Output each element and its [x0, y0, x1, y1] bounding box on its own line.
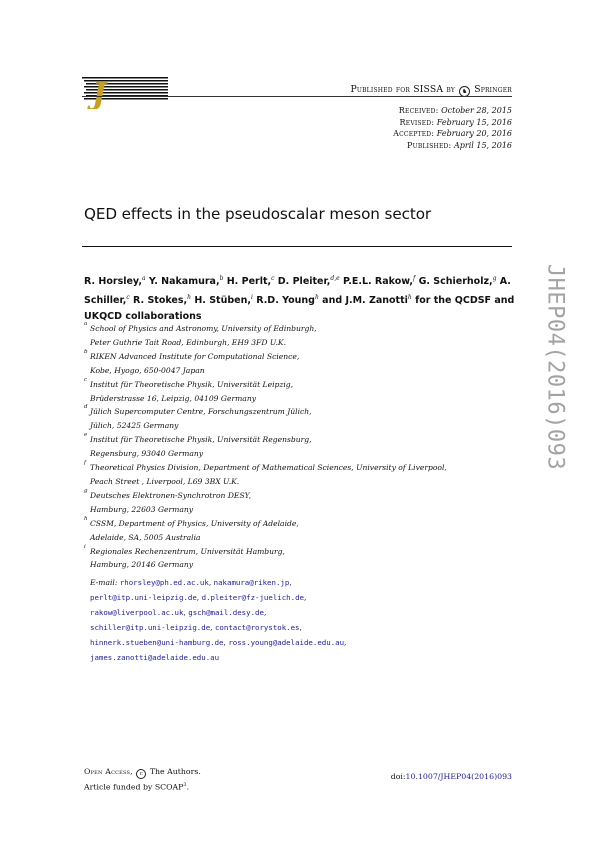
- email-link[interactable]: ross.young@adelaide.edu.au: [228, 638, 345, 647]
- collaboration: for the QCDSF and UKQCD collaborations: [84, 295, 515, 323]
- date-published: Published: April 15, 2016: [407, 140, 512, 150]
- affiliation-d: d Jülich Supercomputer Centre, Forschungszentrum Jülich, Jülich, 52425 Germany: [84, 404, 312, 431]
- affiliation-list: [84, 322, 524, 572]
- springer-horse-icon: ♞: [459, 86, 470, 97]
- email-list: E-mail: rhorsley@ph.ed.ac.uk, nakamura@riken.jp, perlt@itp.uni-leipzig.de, d.pleiter@fz-juelich.de, rakow@liverpool.ac.uk, gsch@mail.desy.de, schiller@itp.uni-leipzig.de, contact@rorystok.es, hinnerk.stueben@uni-hamburg.de, ross.young@adelaide.edu.au, james.zanotti@adelaide.edu.au: [90, 578, 347, 662]
- affiliation-f: f Theoretical Physics Division, Department of Mathematical Sciences, University of Liverpool, Peach Street , Liverpool, L69 3BX U.K.: [84, 460, 447, 486]
- author: Y. Nakamura,$^b$: [148, 275, 224, 288]
- affiliation-a: a School of Physics and Astronomy, University of Edinburgh, Peter Guthrie Tait Road, Edinburgh, EH9 3FD U.K.: [84, 321, 317, 347]
- copyright-icon: c: [136, 769, 146, 779]
- author: G. Schierholz,$^g$: [418, 275, 497, 288]
- email-link[interactable]: rakow@liverpool.ac.uk: [90, 608, 184, 617]
- email-link[interactable]: schiller@itp.uni-leipzig.de: [90, 623, 211, 632]
- email-link[interactable]: d.pleiter@fz-juelich.de: [201, 593, 304, 602]
- author: D. Pleiter,$^{d,e}$: [277, 275, 340, 288]
- doi-line: [360, 772, 512, 781]
- author: R.D. Young$^h$: [256, 294, 319, 307]
- doi-prefix: doi:: [390, 772, 406, 781]
- published-for-text: Published for SISSA by: [350, 84, 455, 95]
- journal-reference-sidebar: [538, 222, 572, 512]
- affiliation-g: g Deutsches Elektronen-Synchrotron DESY, Hamburg, 22603 Germany: [84, 487, 252, 514]
- email-label: E-mail:: [90, 578, 118, 587]
- publication-dates: [300, 105, 512, 151]
- author: A. Schiller,$^c$: [84, 276, 511, 307]
- email-link[interactable]: james.zanotti@adelaide.edu.au: [90, 653, 220, 662]
- doi-link[interactable]: 10.1007/JHEP04(2016)093: [405, 772, 512, 781]
- affiliation-i: i Regionales Rechenzentrum, Universität Hamburg, Hamburg, 20146 Germany: [84, 543, 285, 570]
- funded-text: Article funded by SCOAP: [84, 782, 184, 792]
- footer-license: Open Access, c The Authors. Article funded by SCOAP$^3$.: [84, 767, 201, 792]
- svg-text:J: J: [92, 77, 107, 109]
- email-link[interactable]: contact@rorystok.es: [214, 623, 300, 632]
- author: P.E.L. Rakow,$^f$: [343, 275, 416, 288]
- paper-title: QED effects in the pseudoscalar meson sector: [84, 205, 432, 223]
- email-link[interactable]: perlt@itp.uni-leipzig.de: [90, 593, 197, 602]
- author: H. Perlt,$^c$: [226, 275, 275, 288]
- date-revised: Revised: February 15, 2016: [399, 117, 512, 127]
- sidebar-text: JHEP04(2016)093: [542, 263, 568, 471]
- email-link[interactable]: hinnerk.stueben@uni-hamburg.de: [90, 638, 224, 647]
- publisher-name: Springer: [474, 84, 512, 95]
- author: H. Stüben,$^i$: [194, 294, 253, 307]
- affiliation-e: e Institut für Theoretische Physik, Universität Regensburg, Regensburg, 93040 Germany: [84, 432, 312, 459]
- authors-copyright-text: The Authors.: [149, 767, 201, 776]
- author: and J.M. Zanotti$^h$: [322, 294, 412, 307]
- author: R. Stokes,$^h$: [133, 294, 192, 307]
- affiliation-b: b RIKEN Advanced Institute for Computational Science, Kobe, Hyogo, 650-0047 Japan: [84, 348, 300, 375]
- date-received: Received: October 28, 2015: [398, 106, 512, 115]
- email-link[interactable]: rhorsley@ph.ed.ac.uk: [119, 578, 209, 587]
- affiliation-h: h CSSM, Department of Physics, University of Adelaide, Adelaide, SA, 5005 Australia: [84, 515, 299, 542]
- email-link[interactable]: gsch@mail.desy.de: [188, 608, 264, 617]
- title-rule: [82, 246, 512, 247]
- author: R. Horsley,$^a$: [84, 275, 146, 288]
- date-accepted: Accepted: February 20, 2016: [393, 129, 512, 138]
- author-list: [84, 271, 516, 325]
- affiliation-c: c Institut für Theoretische Physik, Universität Leipzig, Brüderstrasse 16, Leipzig, 04109 Germany: [84, 376, 294, 403]
- email-link[interactable]: nakamura@riken.jp: [213, 578, 290, 587]
- jhep-logo: [82, 77, 170, 109]
- header-rule: [82, 96, 512, 97]
- open-access-label: Open Access,: [84, 767, 133, 776]
